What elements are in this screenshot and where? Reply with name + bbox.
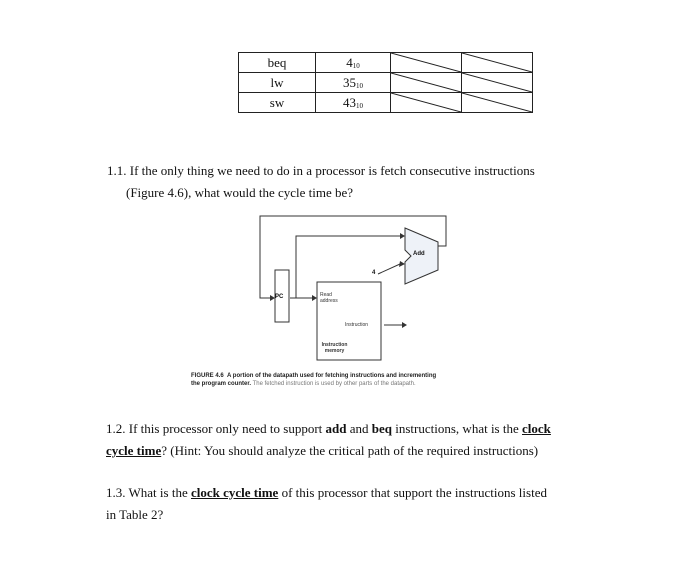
table-row: [239, 73, 533, 93]
question-text: 1.1. If the only thing we need to do in a processor is fetch consecutive instructions: [107, 163, 535, 178]
instruction-table: [238, 52, 533, 113]
table-row: [239, 53, 533, 73]
add-label: Add: [413, 251, 425, 257]
four-label: 4: [372, 270, 376, 276]
question-text: (Figure 4.6), what would the cycle time be?: [126, 185, 354, 200]
instruction-memory-label: Instruction memory: [321, 342, 348, 354]
opcode-cell: 4310: [316, 93, 391, 113]
instr-cell: lw: [239, 73, 316, 93]
opcode-cell: 3510: [316, 73, 391, 93]
empty-cell: [462, 93, 533, 113]
instruction-label: Instruction: [345, 322, 369, 328]
table-row: [239, 93, 533, 113]
empty-cell: [391, 73, 462, 93]
read-address-label: Read address: [320, 292, 338, 304]
question-1-1: [107, 160, 535, 204]
question-1-2: 1.2. If this processor only need to support add and beq instructions, what is the clock cycle time? (Hint: You should analyze the critical path of the required instructions): [106, 421, 551, 458]
empty-cell: [391, 53, 462, 73]
question-1-3: 1.3. What is the clock cycle time of this processor that support the instructions listed in Table 2?: [106, 485, 547, 522]
instr-cell: sw: [239, 93, 316, 113]
figure-caption: FIGURE 4.6 A portion of the datapath used for fetching instructions and incrementing the program counter. The fetched instruction is used by other parts of the datapath.: [191, 373, 437, 387]
opcode-cell: 410: [316, 53, 391, 73]
empty-cell: [462, 53, 533, 73]
empty-cell: [391, 93, 462, 113]
instr-cell: beq: [239, 53, 316, 73]
pc-label: PC: [275, 294, 284, 300]
empty-cell: [462, 73, 533, 93]
